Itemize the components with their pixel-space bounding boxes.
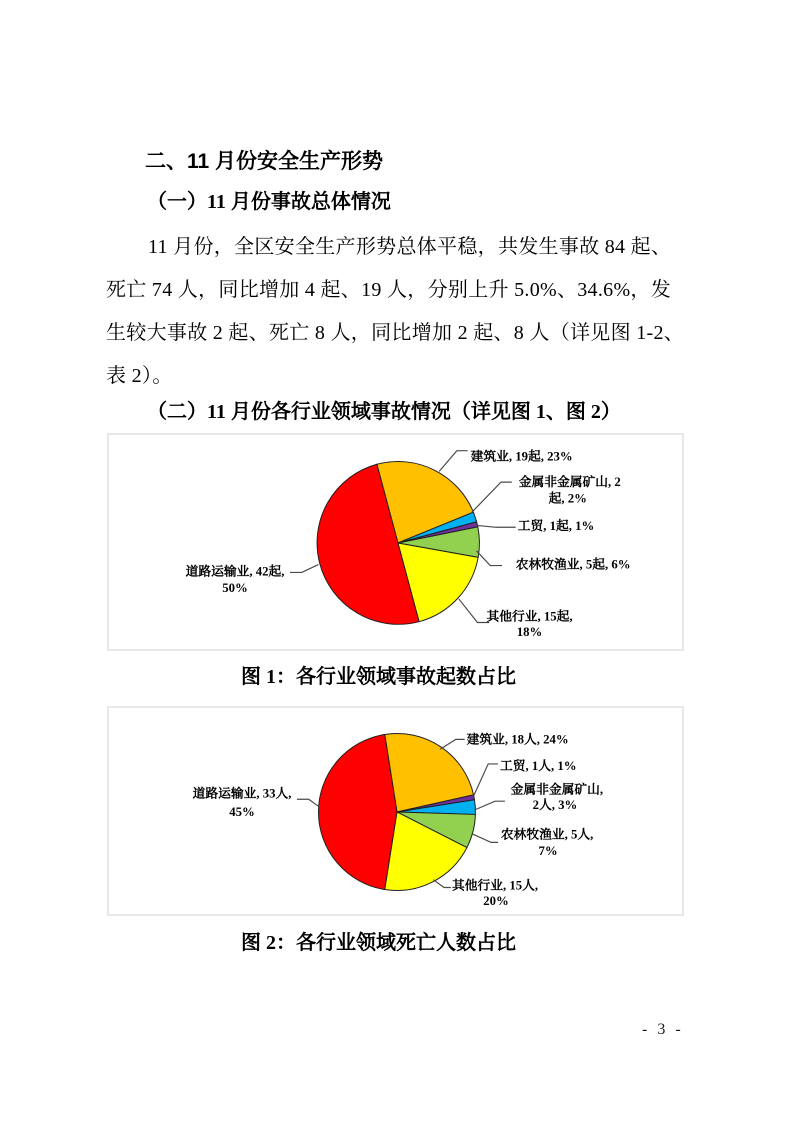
label-leader-line (297, 799, 320, 807)
slice-data-label: 工贸, 1起, 1% (517, 519, 595, 534)
label-leader-line (472, 834, 498, 843)
label-leader-line (439, 451, 467, 472)
label-leader-line (440, 739, 465, 749)
pie-chart-svg-2 (109, 708, 682, 914)
slice-data-label: 道路运输业, 33人, (192, 786, 292, 801)
section-heading: 二、11 月份安全生产形势 (145, 150, 384, 173)
figure-2-pie-chart (107, 706, 684, 916)
label-leader-line (459, 599, 489, 623)
slice-data-label: 农林牧渔业, 5起, 6% (515, 557, 631, 572)
slice-data-label: 2人, 3% (532, 798, 578, 813)
paragraph-line-2: 死亡 74 人，同比增加 4 起、19 人，分别上升 5.0%、34.6%，发 (106, 279, 672, 301)
paragraph-line-1: 11 月份，全区安全生产形势总体平稳，共发生事故 84 起、 (148, 236, 672, 258)
slice-data-label: 金属非金属矿山, (510, 782, 604, 797)
slice-data-label: 农林牧渔业, 5人, (500, 827, 594, 842)
paragraph-line-4: 表 2）。 (106, 365, 173, 387)
paragraph-line-3: 生较大事故 2 起、死亡 8 人，同比增加 2 起、8 人（详见图 1-2、 (106, 322, 685, 344)
subsection-1-heading: （一）11 月份事故总体情况 (147, 191, 391, 213)
slice-data-label: 20% (483, 894, 509, 909)
label-leader-line (474, 801, 504, 810)
label-leader-line (476, 551, 502, 566)
page-number: - 3 - (642, 1021, 684, 1038)
slice-data-label: 道路运输业, 42起, (185, 564, 285, 579)
label-leader-line (471, 482, 512, 513)
label-leader-line (473, 764, 498, 796)
slice-data-label: 建筑业, 19起, 23% (470, 449, 573, 464)
pie-slice-道路运输业 (318, 734, 397, 889)
figure-2-caption: 图 2：各行业领域死亡人数占比 (241, 932, 516, 954)
slice-data-label: 50% (222, 581, 248, 596)
slice-data-label: 其他行业, 15起, (486, 609, 573, 624)
slice-data-label: 18% (516, 625, 543, 640)
slice-data-label: 起, 2% (548, 491, 587, 506)
slice-data-label: 其他行业, 15人, (452, 878, 539, 893)
slice-data-label: 7% (538, 844, 558, 859)
label-leader-line (476, 525, 516, 527)
figure-1-caption: 图 1：各行业领域事故起数占比 (241, 666, 516, 688)
figure-1-pie-chart (107, 433, 684, 651)
slice-data-label: 工贸, 1人, 1% (499, 758, 577, 773)
slice-data-label: 45% (229, 804, 255, 819)
slice-data-label: 建筑业, 18人, 24% (466, 732, 569, 747)
subsection-2-heading: （二）11 月份各行业领域事故情况（详见图 1、图 2） (147, 401, 621, 423)
pie-chart-svg-1 (109, 435, 682, 649)
slice-data-label: 金属非金属矿山, 2 (518, 475, 621, 490)
label-leader-line (433, 880, 451, 888)
label-leader-line (290, 565, 318, 573)
